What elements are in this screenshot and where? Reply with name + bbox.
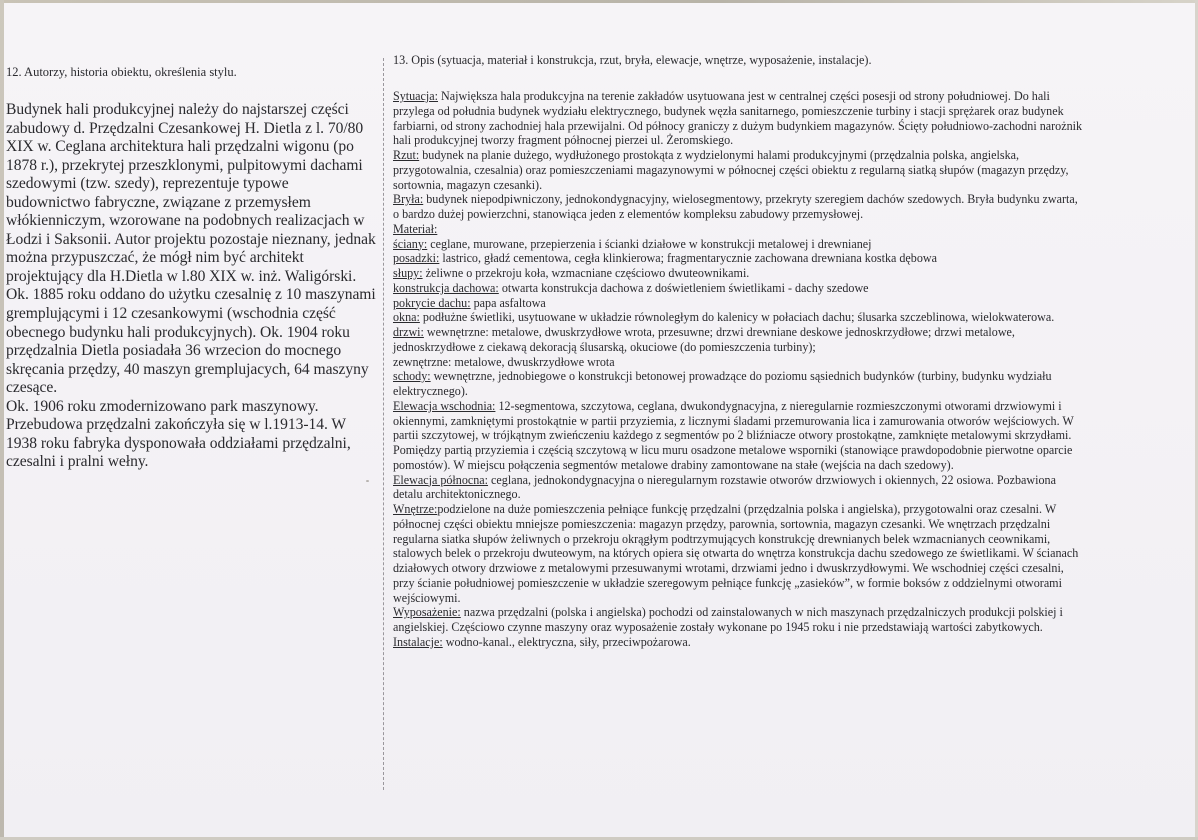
description-entry — [393, 502, 1083, 605]
entry-label: ściany: — [393, 236, 428, 251]
history-paragraph: Budynek hali produkcyjnej należy do najstarszej części zabudowy d. Przędzalni Czesankowej H. Dietla z l. 70/80 XIX w. Ceglana architektura hali przędzalni wigonu (po 1878 r.), przekrytej przeszklonymi, pulpitowymi dachami szedowymi (tzw. szedy), reprezentuje typowe budownictwo fabryczne, związane z przemysłem włókienniczym, wzorowane na podobnych realizacjach w Łodzi i Saksonii. Autor projektu pozostaje nieznany, jednak można przypuszczać, że mógł nim być architekt projektujący dla H.Dietla w l.80 XIX w. inż. Waligórski. Ok. 1885 roku oddano do użytku czesalnię z 10 maszynami gremplującymi i 12 czesankowymi (wschodnia część obecnego budynku hali produkcyjnych). Ok. 1904 roku przędzalnia Dietla posiadała 36 wrzecion do mocnego skręcania przędzy, 40 maszyn gremplujacych, 64 maszyny czesące. — [6, 101, 376, 397]
paper-edge-left — [0, 0, 4, 840]
entry-text: żeliwne o przekroju koła, wzmacniane częściowo dwuteownikami. — [422, 266, 750, 280]
entry-label: słupy: — [393, 266, 423, 280]
entry-label: Elewacja wschodnia: — [393, 398, 496, 413]
description-text — [393, 89, 1083, 650]
description-entry — [393, 296, 1083, 311]
entry-label: drzwi: — [393, 325, 424, 339]
description-entry — [393, 605, 1083, 635]
history-heading: 12. Autorzy, historia obiektu, określenia stylu. — [6, 65, 237, 79]
entry-label: Materiał: — [393, 221, 438, 236]
entry-text: wewnętrzne: metalowe, dwuskrzydłowe wrota, przesuwne; drzwi drewniane deskowe jednoskrzydłowe; drzwi metalowe, jednoskrzydłowe z ciekawą dekoracją ślusarską, okuciowe (do pomieszczenia turbiny); — [393, 325, 1015, 354]
description-heading: 13. Opis (sytuacja, materiał i konstrukcja, rzut, bryła, elewacje, wnętrze, wyposażenie, instalacje). — [393, 53, 872, 67]
entry-text: podzielone na duże pomieszczenia pełniące funkcję przędzalni (przędzalnia polska i angielska), przygotowalni oraz czesalni. W północnej części obiektu mniejsze pomieszczenia: magazyn przędzy, parownia, sortownia, magazyn czesanki. We wnętrzach przędzalni regularna siatka słupów żeliwnych o przekroju okrągłym podtrzymujących konstrukcję drewnianych belek wzmacnianych ceownikami, stalowych belek o przekroju dwuteowym, na których opiera się otwarta do wnętrza konstrukcja dachu szedowego ze świetlikami. W ścianach działowych otwory drzwiowe z metalowymi przesuwanymi wrotami, drzwiami jedno i dwuskrzydłowymi. We wschodniej części czesalni, przy ścianie południowej pomieszczenie w układzie szeregowym pełniące funkcję „zasieków”, w formie boksów z oddzielnymi otworami wejściowymi. — [393, 502, 1079, 605]
description-entry — [393, 369, 1083, 399]
entry-text: budynek niepodpiwniczony, jednokondygnacyjny, wielosegmentowy, przekryty szeregiem dachów szedowych. Bryła budynku zwarta, o bardzo dużej powierzchni, stanowiąca jeden z elementów kompleksu zabudowy przemysłowej. — [393, 192, 1078, 221]
entry-label: schody: — [393, 369, 431, 384]
description-entry — [393, 310, 1083, 325]
description-entry — [393, 148, 1083, 192]
description-entry — [393, 89, 1083, 148]
entry-text: ceglane, murowane, przepierzenia i ścianki działowe w konstrukcji metalowej i drewnianej — [427, 236, 872, 251]
history-section — [6, 64, 376, 472]
entry-label: pokrycie dachu: — [393, 295, 471, 310]
description-entry — [393, 192, 1083, 222]
entry-label: posadzki: — [393, 251, 440, 266]
description-section — [393, 52, 1083, 650]
entry-text: 12-segmentowa, szczytowa, ceglana, dwukondygnacyjna, z nieregularnie rozmieszczonymi otworami drzwiowymi i okiennymi, zamkniętymi prostokątnie w partii przyziemia, z licznymi śladami przemurowania lica i zamurowania otworów wejściowych. W partii szczytowej, w trójkątnym zwieńczeniu każdego z segmentów po 2 bliźniacze otwory prostokątne, zamknięte metalowymi skrzydłami. Pomiędzy partią przyziemia i częścią szczytową w licu muru osadzone metalowe wsporniki (stanowiące prawdopodobnie pierwotne oparcie pomostów). W miejscu połączenia segmentów metalowe drabiny zamontowane na stałe (wejścia na dach szedowy). — [393, 398, 1074, 472]
entry-text: otwarta konstrukcja dachowa z doświetleniem świetlikami - dachy szedowe — [498, 280, 869, 295]
entry-text: lastrico, gładź cementowa, cegła klinkierowa; fragmentarycznie zachowana drewniana kostka dębowa — [439, 251, 937, 266]
scan-speck — [366, 480, 369, 482]
description-entry — [393, 266, 1083, 281]
entry-text: budynek na planie dużego, wydłużonego prostokąta z wydzielonymi halami produkcyjnymi (przędzalnia polska, angielska, przygotowalnia, czesalnia) oraz pomieszczeniami magazynowymi w północnej części obiektu z regularną siatką słupów (magazyn przędzy, sortownia, magazyn czesanki). — [393, 148, 1069, 192]
description-entry — [393, 325, 1083, 355]
entry-text: papa asfaltowa — [470, 295, 546, 310]
entry-label: konstrukcja dachowa: — [393, 280, 499, 295]
column-divider — [383, 58, 384, 790]
entry-text: wewnętrzne, jednobiegowe o konstrukcji betonowej prowadzące do poziomu sąsiednich budynków (turbiny, budynku wydziału elektrycznego). — [393, 369, 1052, 398]
entry-label: Bryła: — [393, 192, 424, 207]
description-entry — [393, 237, 1083, 252]
entry-label: Rzut: — [393, 148, 420, 162]
entry-text: podłużne świetliki, usytuowane w układzie równoległym do kalenicy w połaciach dachu; ślusarka szczeblinowa, wielokwaterowa. — [419, 310, 1055, 325]
entry-text: ceglana, jednokondygnacyjna o nieregularnym rozstawie otworów drzwiowych i okiennych, 22 osiowa. Pozbawiona detalu architektonicznego. — [393, 472, 1056, 502]
description-entry — [393, 281, 1083, 296]
entry-label: Elewacja północna: — [393, 472, 489, 487]
description-entry — [393, 222, 1083, 237]
paper-edge-top — [0, 0, 1198, 3]
description-entry — [393, 473, 1083, 503]
entry-text: wodno-kanal., elektryczna, siły, przeciwpożarowa. — [442, 634, 691, 649]
entry-text: zewnętrzne: metalowe, dwuskrzydłowe wrota — [393, 354, 615, 369]
description-entry — [393, 399, 1083, 473]
description-entry — [393, 251, 1083, 266]
description-entry — [393, 635, 1083, 650]
entry-label: Wnętrze: — [393, 502, 438, 516]
entry-text: nazwa przędzalni (polska i angielska) pochodzi od zainstalowanych w nich maszynach przędzalniczych produkcji polskiej i angielskiej. Częściowo czynne maszyny oraz wyposażenie zostały wykonane po 1945 roku i nie przedstawiają wartości zabytkowych. — [393, 605, 1063, 634]
entry-text: Największa hala produkcyjna na terenie zakładów usytuowana jest w centralnej części posesji od strony południowej. Do hali przylega od południa budynek wydziału elektrycznego, budynek węzła sanitarnego, pomieszczenie turbiny i stacji sprężarek oraz budynek farbiarni, od strony zachodniej hala przewijalni. Od północy graniczy z dużym budynkiem magazynów. Ścięty południowo-zachodni narożnik hali produkcyjnej tworzy fragment północnej pierzei ul. Żeromskiego. — [393, 89, 1083, 148]
history-paragraph: Ok. 1906 roku zmodernizowano park maszynowy. Przebudowa przędzalni zakończyła się w l.1913-14. W 1938 roku fabryka dysponowała oddziałami przędzalni, czesalni i pralni wełny. — [6, 397, 351, 471]
entry-label: okna: — [393, 310, 420, 325]
history-text — [6, 101, 376, 472]
entry-label: Sytuacja: — [393, 89, 439, 103]
entry-label: Wyposażenie: — [393, 605, 461, 620]
description-entry — [393, 355, 1083, 370]
entry-label: Instalacje: — [393, 634, 443, 649]
